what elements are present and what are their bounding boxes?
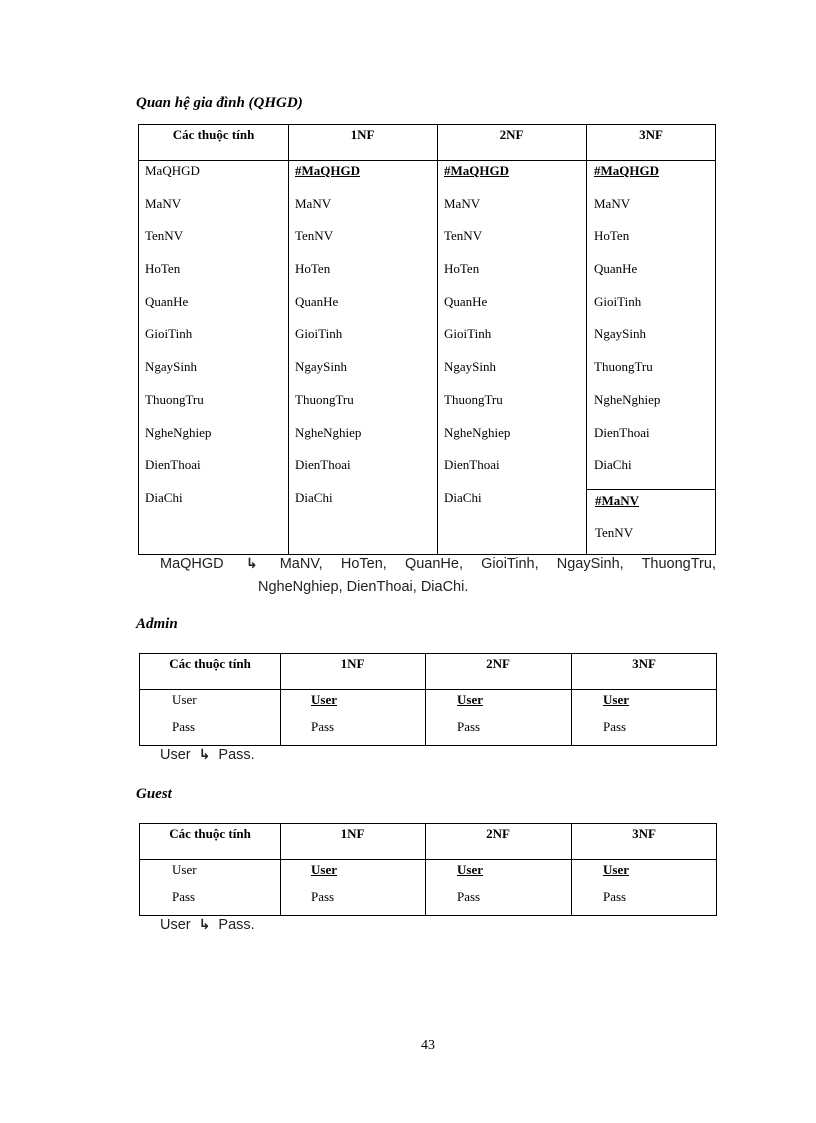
arrow-icon: ↳ <box>245 556 258 572</box>
admin-table <box>139 653 717 746</box>
header-2nf: 2NF <box>486 826 510 841</box>
attribute-cell: DienThoai <box>145 457 201 473</box>
header-3nf: 3NF <box>632 826 656 841</box>
attribute-cell: MaQHGD <box>145 163 200 178</box>
attribute-cell: HoTen <box>145 261 181 277</box>
attribute-cell: NgaySinh <box>295 359 347 375</box>
attribute-cell: Pass <box>457 719 481 734</box>
attribute-cell: TenNV <box>595 525 634 540</box>
attribute-cell: HoTen <box>444 261 480 277</box>
column-divider <box>437 125 438 554</box>
attribute-cell: HoTen <box>295 261 331 277</box>
attribute-cell: ThuongTru <box>295 391 354 407</box>
attribute-cell: Pass <box>603 889 627 904</box>
attribute-cell: GioiTinh <box>145 326 193 342</box>
dependency-lhs: User <box>160 917 191 933</box>
attribute-cell: GioiTinh <box>594 293 642 309</box>
dependency-rhs: MaNV, HoTen, QuanHe, GioiTinh, NgaySinh, ThuongTru, <box>279 556 716 572</box>
attribute-cell: MaNV <box>594 195 631 211</box>
attribute-cell: ThuongTru <box>594 359 653 375</box>
dependency-rhs-continued: NgheNghiep, DienThoai, DiaChi. <box>258 579 469 595</box>
attribute-cell: MaNV <box>444 195 481 211</box>
dependency-lhs: User <box>160 747 191 763</box>
header-divider <box>140 689 716 690</box>
functional-dependency-guest <box>160 917 255 933</box>
attribute-cell: User <box>172 862 197 877</box>
qhgd-table <box>138 124 716 555</box>
section-title-qhgd: Quan hệ gia đình (QHGD) <box>136 95 303 111</box>
attribute-cell: Pass <box>311 889 335 904</box>
attribute-cell: NgheNghiep <box>295 424 362 440</box>
attribute-cell: Pass <box>172 719 196 734</box>
primary-key-cell: #MaQHGD <box>295 163 360 178</box>
attribute-cell: NgaySinh <box>444 359 496 375</box>
3nf-sub-table <box>595 489 639 554</box>
2nf-column <box>457 860 483 914</box>
primary-key-cell: User <box>311 692 337 707</box>
functional-dependency-qhgd <box>160 556 716 572</box>
attribute-cell: Pass <box>172 889 196 904</box>
attribute-cell: QuanHe <box>594 261 638 277</box>
header-divider <box>140 859 716 860</box>
attribute-cell: DiaChi <box>295 489 333 505</box>
attribute-cell: TenNV <box>295 228 334 244</box>
attribute-cell: HoTen <box>594 228 630 244</box>
attribute-cell: Pass <box>311 719 335 734</box>
attribute-cell: NgaySinh <box>145 359 197 375</box>
header-3nf: 3NF <box>632 656 656 671</box>
primary-key-cell: #MaQHGD <box>444 163 509 178</box>
header-1nf: 1NF <box>350 127 375 142</box>
attributes-column <box>172 690 197 744</box>
arrow-icon: ↳ <box>198 917 211 933</box>
attribute-cell: User <box>172 692 197 707</box>
primary-key-cell: User <box>457 862 483 877</box>
primary-key-cell: #MaNV <box>595 493 640 508</box>
3nf-column <box>594 161 660 488</box>
attribute-cell: NgheNghiep <box>145 424 212 440</box>
attribute-cell: Pass <box>603 719 627 734</box>
header-2nf: 2NF <box>486 656 510 671</box>
page-number: 43 <box>421 1038 435 1053</box>
3nf-column <box>603 690 629 744</box>
header-2nf: 2NF <box>499 127 524 142</box>
header-attributes: Các thuộc tính <box>172 127 255 142</box>
2nf-column <box>444 161 510 521</box>
attribute-cell: MaNV <box>145 195 182 211</box>
section-title-guest: Guest <box>136 786 172 802</box>
3nf-column <box>603 860 629 914</box>
attribute-cell: Pass <box>457 889 481 904</box>
arrow-icon: ↳ <box>198 747 211 763</box>
section-title-admin: Admin <box>136 616 178 632</box>
dependency-rhs: Pass. <box>218 747 255 763</box>
attribute-cell: TenNV <box>444 228 483 244</box>
primary-key-cell: User <box>311 862 337 877</box>
header-3nf: 3NF <box>639 127 663 142</box>
attribute-cell: MaNV <box>295 195 332 211</box>
guest-table <box>139 823 717 916</box>
2nf-column <box>457 690 483 744</box>
attribute-cell: GioiTinh <box>295 326 343 342</box>
attribute-cell: DienThoai <box>295 457 351 473</box>
attribute-cell: NgheNghiep <box>444 424 511 440</box>
attribute-cell: GioiTinh <box>444 326 492 342</box>
1nf-column <box>311 690 337 744</box>
attribute-cell: TenNV <box>145 228 184 244</box>
attribute-cell: DienThoai <box>594 424 650 440</box>
1nf-column <box>311 860 337 914</box>
attributes-column <box>145 161 211 521</box>
header-1nf: 1NF <box>340 826 365 841</box>
primary-key-cell: User <box>603 862 629 877</box>
attribute-cell: QuanHe <box>444 293 488 309</box>
attribute-cell: NgheNghiep <box>594 391 661 407</box>
attribute-cell: DienThoai <box>444 457 500 473</box>
attribute-cell: DiaChi <box>444 489 482 505</box>
primary-key-cell: User <box>457 692 483 707</box>
attribute-cell: NgaySinh <box>594 326 646 342</box>
header-attributes: Các thuộc tính <box>169 656 251 671</box>
header-1nf: 1NF <box>340 656 365 671</box>
1nf-column <box>295 161 361 521</box>
primary-key-cell: User <box>603 692 629 707</box>
attribute-cell: ThuongTru <box>145 391 204 407</box>
dependency-rhs: Pass. <box>218 917 255 933</box>
attribute-cell: QuanHe <box>145 293 189 309</box>
dependency-lhs: MaQHGD <box>160 556 224 572</box>
attribute-cell: DiaChi <box>594 457 632 473</box>
functional-dependency-admin <box>160 747 255 763</box>
column-divider <box>288 125 289 554</box>
attribute-cell: ThuongTru <box>444 391 503 407</box>
primary-key-cell: #MaQHGD <box>594 163 659 178</box>
header-attributes: Các thuộc tính <box>169 826 251 841</box>
attribute-cell: QuanHe <box>295 293 339 309</box>
attribute-cell: DiaChi <box>145 489 183 505</box>
attributes-column <box>172 860 197 914</box>
